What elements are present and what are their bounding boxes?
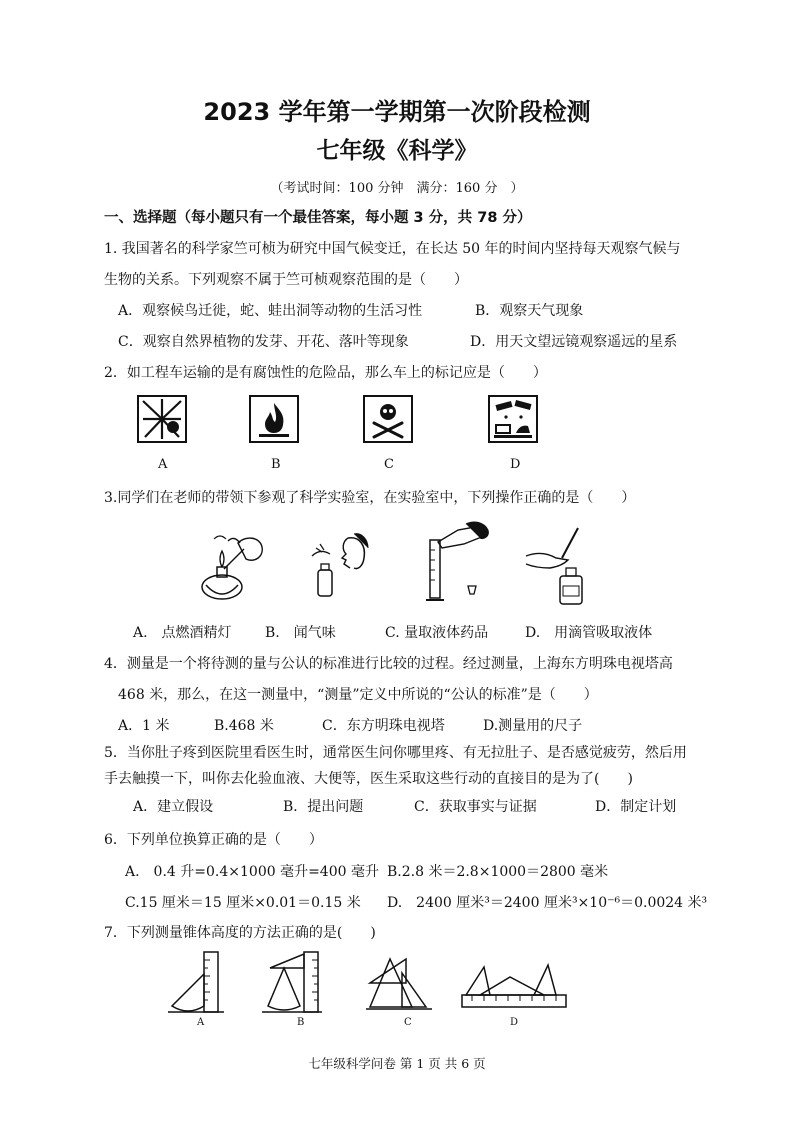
question-3-option-d: D. 用滴管吸取液体 [525, 625, 653, 641]
question-4-option-c: C．东方明珠电视塔 [322, 718, 445, 734]
question-4-option-a: A．1 米 [118, 718, 170, 734]
explosive-hazard-icon [137, 395, 187, 443]
question-7-label-d: D [510, 1017, 519, 1028]
question-7-stem: 7．下列测量锥体高度的方法正确的是( ) [104, 925, 376, 941]
smelling-gas-image [308, 530, 370, 602]
measuring-liquid-image [418, 522, 494, 606]
question-6-stem: 6．下列单位换算正确的是（ ） [104, 832, 323, 848]
question-2-label-d: D [510, 457, 521, 472]
question-3-stem: 3.同学们在老师的带领下参观了科学实验室，在实验室中，下列操作正确的是（ ） [104, 490, 636, 506]
question-6-option-a: A. 0.4 升=0.4×1000 毫升=400 毫升 [125, 864, 379, 880]
question-7-label-b: B [297, 1017, 305, 1028]
cone-measure-figure-d [460, 963, 570, 1013]
question-4-option-b: B.468 米 [214, 718, 274, 734]
question-6-option-d: D. 2400 厘米³＝2400 厘米³×10⁻⁶＝0.0024 米³ [387, 895, 708, 911]
question-3-option-a: A. 点燃酒精灯 [133, 625, 232, 641]
cone-measure-figure-b [260, 950, 326, 1020]
question-2-label-a: A [158, 457, 168, 472]
question-6-option-c: C.15 厘米＝15 厘米×0.01＝0.15 米 [125, 895, 361, 911]
question-4-option-d: D.测量用的尺子 [483, 718, 583, 734]
question-1-option-c: C．观察自然界植物的发芽、开花、落叶等现象 [118, 334, 409, 350]
question-4-stem-line1: 4．测量是一个将待测的量与公认的标准进行比较的过程。经过测量，上海东方明珠电视塔高 [104, 656, 673, 672]
question-1-option-d: D．用天文望远镜观察遥远的星系 [470, 334, 678, 350]
question-2-stem: 2．如工程车运输的是有腐蚀性的危险品，那么车上的标记应是（ ） [104, 365, 547, 381]
page-footer: 七年级科学问卷 第 1 页 共 6 页 [308, 1056, 486, 1071]
exam-subtitle: 七年级《科学》 [316, 138, 478, 164]
section-heading: 一、选择题（每小题只有一个最佳答案，每小题 3 分，共 78 分） [104, 210, 532, 226]
question-1-stem-line2: 生物的关系。下列观察不属于竺可桢观察范围的是（ ） [104, 272, 468, 288]
exam-title: 2023 学年第一学期第一次阶段检测 [203, 98, 591, 126]
question-4-stem-line2: 468 米，那么，在这一测量中，“测量”定义中所说的“公认的标准”是（ ） [118, 687, 598, 703]
question-5-option-d: D．制定计划 [595, 799, 677, 815]
question-5-option-c: C．获取事实与证据 [414, 799, 537, 815]
question-1-stem-line1: 1. 我国著名的科学家竺可桢为研究中国气候变迁，在长达 50 年的时间内坚持每天观察气候与 [104, 241, 681, 257]
question-5-stem-line2: 手去触摸一下，叫你去化验血液、大便等，医生采取这些行动的直接目的是为了( ) [104, 771, 633, 787]
question-2-label-b: B [271, 457, 281, 472]
alcohol-lamp-lighting-image [198, 525, 270, 605]
corrosive-hazard-icon [488, 395, 538, 443]
question-3-option-b: B. 闻气味 [265, 625, 336, 641]
question-7-label-c: C [404, 1017, 412, 1028]
question-6-option-b: B.2.8 米＝2.8×1000＝2800 毫米 [387, 864, 609, 880]
toxic-hazard-icon [363, 395, 413, 443]
cone-measure-figure-c [366, 955, 436, 1017]
dropper-liquid-image [522, 524, 592, 606]
question-3-option-c: C. 量取液体药品 [385, 625, 489, 641]
question-1-option-a: A．观察候鸟迁徙，蛇、蛙出洞等动物的生活习性 [118, 303, 423, 319]
question-5-option-a: A．建立假设 [133, 799, 214, 815]
question-5-stem-line1: 5．当你肚子疼到医院里看医生时，通常医生问你哪里疼、有无拉肚子、是否感觉疲劳，然后用 [104, 745, 687, 761]
flammable-hazard-icon [249, 395, 299, 443]
exam-info: （考试时间：100 分钟 满分：160 分 ） [270, 181, 524, 196]
question-7-label-a: A [197, 1017, 205, 1028]
cone-measure-figure-a [168, 950, 232, 1020]
question-2-label-c: C [384, 457, 394, 472]
question-1-option-b: B．观察天气现象 [475, 303, 584, 319]
question-5-option-b: B．提出问题 [283, 799, 364, 815]
